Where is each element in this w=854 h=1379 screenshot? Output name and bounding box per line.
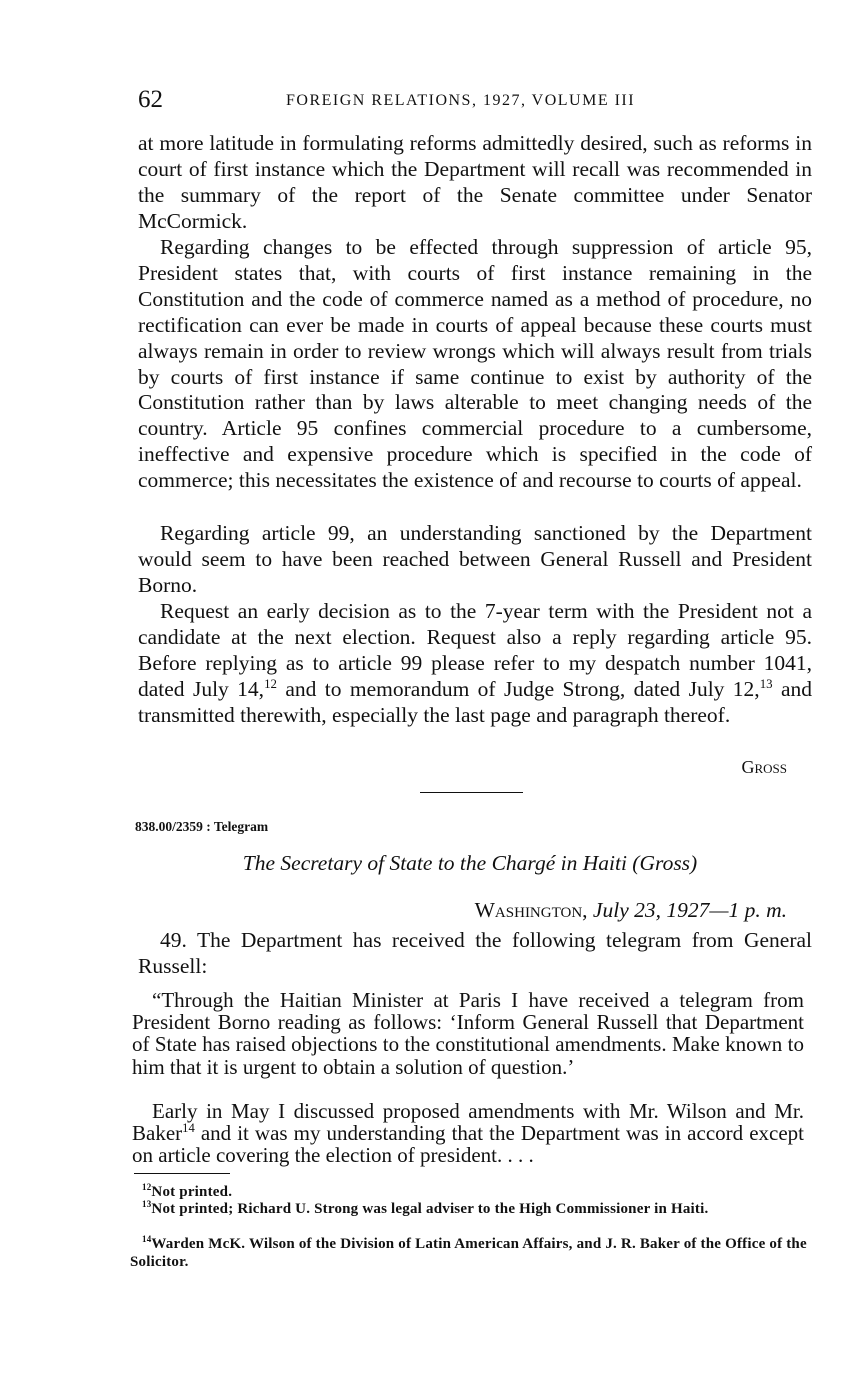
document-title: The Secretary of State to the Chargé in Haiti (Gross) [242, 851, 698, 875]
quote-paragraph-2: Early in May I discussed proposed amendments with Mr. Wilson and Mr. Baker$^{14}$ and it was my understanding that the Department was in accord except on article covering the election of president. . . . [132, 1099, 804, 1168]
file-reference: 838.00/2359 : Telegram [135, 819, 269, 834]
footnote-ref-14: 14 [182, 1121, 195, 1136]
dateline-place: Washington, [474, 898, 588, 922]
dateline [475, 898, 787, 923]
dateline-date: July 23, 1927—1 p. m. [592, 898, 787, 922]
body-paragraph-4: Request an early decision as to the 7-year term with the President not a candidate at the next election. Request also a reply regarding article 95. Before replying as to article 99 please refer to my despatch number 1041, dated July 14,12 and to memorandum of Judge Strong, dated July 12,13 and transmitted therewith, especially the last page and paragraph thereof. [138, 599, 813, 727]
running-title: FOREIGN RELATIONS, 1927, VOLUME III [286, 92, 636, 109]
footnote-14: $^{14}$Warden McK. Wilson of the Division of Latin American Affairs, and J. R. Baker of the Office of the Solicitor. [130, 1234, 807, 1270]
footnote-12: $^{12}$Not printed. [142, 1182, 233, 1200]
section-divider [420, 792, 523, 793]
footnote-ref-13: 13 [759, 676, 773, 691]
body-paragraph-2: Regarding changes to be effected through suppression of article 95, President states that, with courts of first instance remaining in the Constitution and the code of commerce named as a method of procedure, no rectification can ever be made in courts of appeal because these courts must always remain in order to review wrongs which will always result from trials by courts of first instance if same continue to exist by authority of the Constitution rather than by laws alterable to meet changing needs of the country. Article 95 confines commercial procedure to a cumbersome, ineffective and expensive procedure which is specified in the code of commerce; this necessitates the existence of and recourse to courts of appeal. [138, 235, 812, 493]
footnote-13: $^{13}$Not printed; Richard U. Strong was legal adviser to the High Commissioner in Haiti. [142, 1199, 709, 1217]
telegram-paragraph-1: 49. The Department has received the following telegram from General Russell: [138, 928, 812, 978]
body-paragraph-3: Regarding article 99, an understanding sanctioned by the Department would seem to have been reached between General Russell and President Borno. [138, 521, 812, 597]
body-paragraph-1: at more latitude in formulating reforms admittedly desired, such as reforms in court of first instance which the Department will recall was recommended in the summary of the report of the Senate committee under Senator McCormick. [138, 131, 812, 233]
footnote-rule [134, 1173, 230, 1174]
page-header [138, 86, 818, 120]
page-number: 62 [138, 86, 163, 113]
quote-paragraph-1: “Through the Haitian Minister at Paris I have received a telegram from President Borno reading as follows: ‘Inform General Russell that Department of State has raised objections to the constitutional amendments. Make known to him that it is urgent to obtain a solution of question.’ [132, 988, 804, 1079]
footnote-ref-12: 12 [264, 676, 277, 691]
signature: Gross [741, 757, 787, 777]
